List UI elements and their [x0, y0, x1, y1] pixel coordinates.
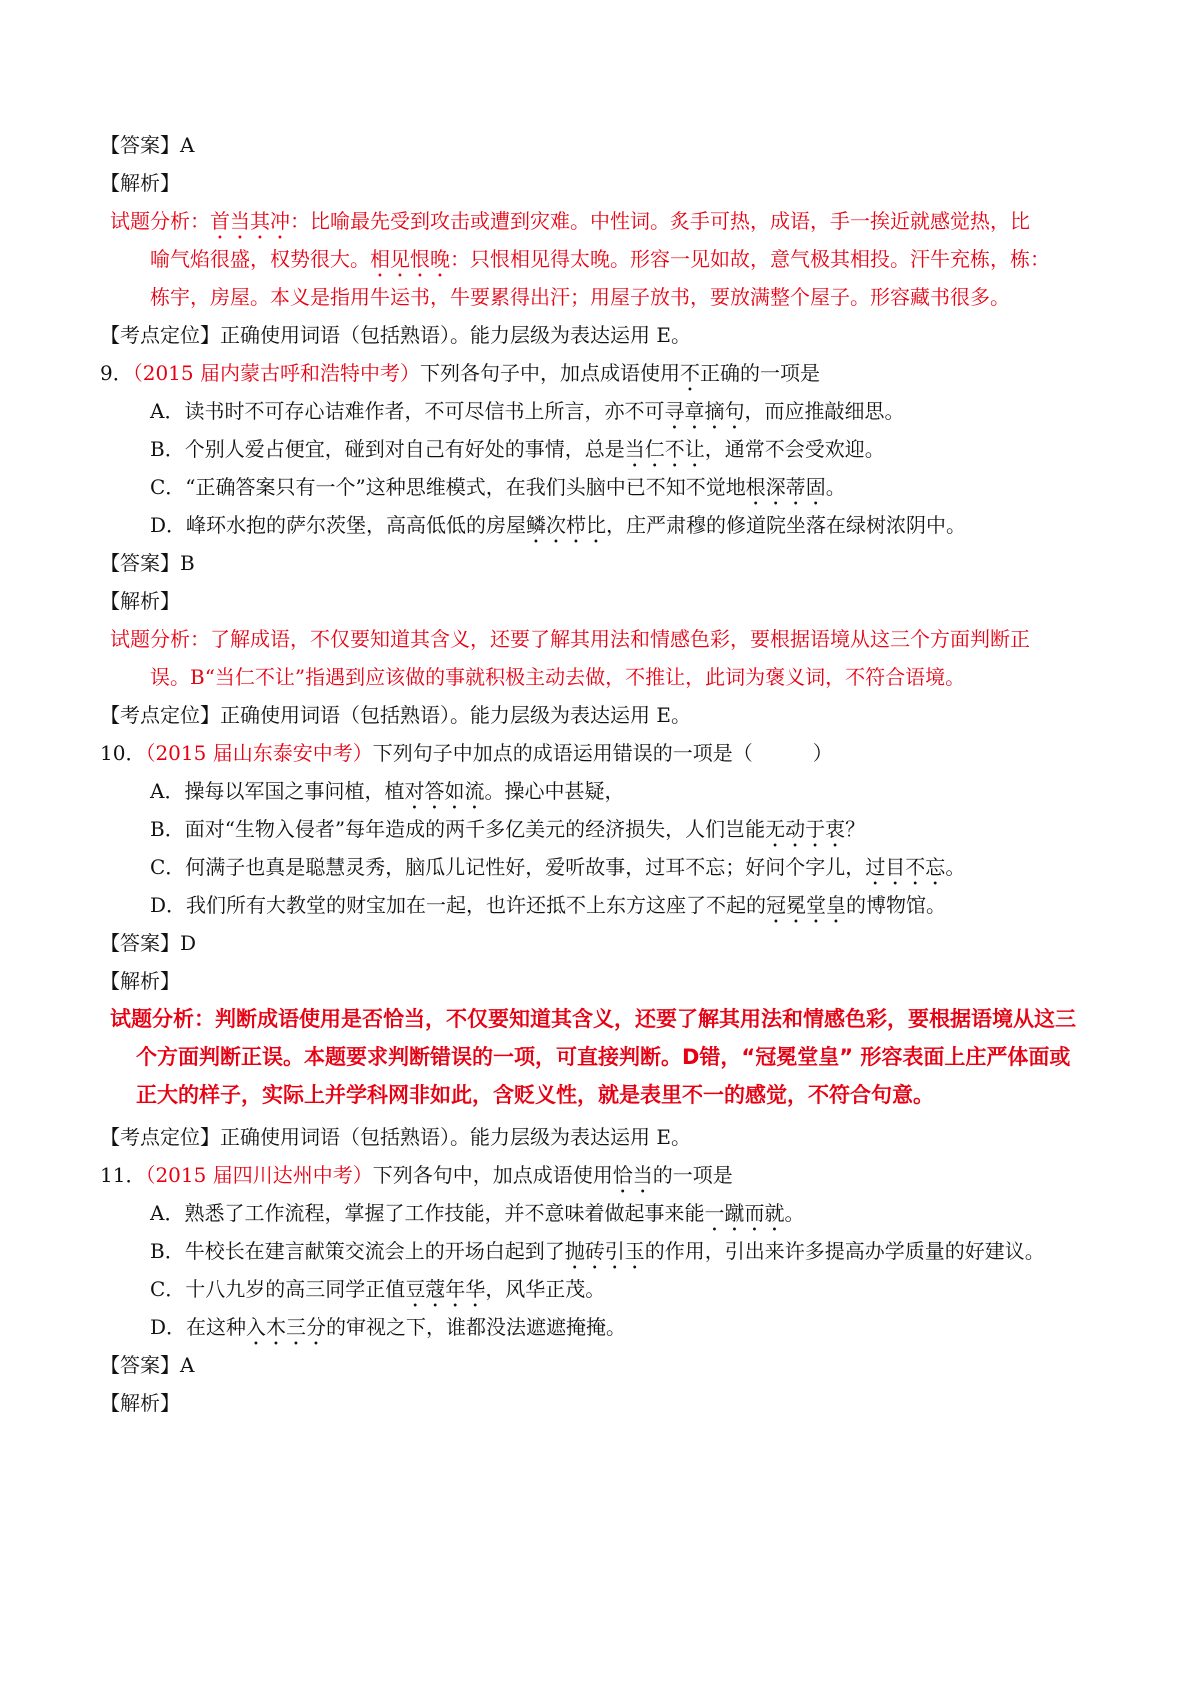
q9-kaodian: 【考点定位】正确使用词语（包括熟语）。能力层级为表达运用 E。: [100, 703, 691, 727]
q8-analysis-prefix: 试题分析：: [110, 209, 210, 233]
q9-analysis-line-1: 试题分析：了解成语，不仅要知道其含义，还要了解其用法和情感色彩，要根据语境从这三个方面判断正: [110, 627, 1030, 651]
option-text: ，庄严肃穆的修道院坐落在绿树浓阴中。: [606, 513, 967, 537]
option-text: D．我们所有大教堂的财宝加在一起，也许还抵不上东方这座了不起的: [150, 893, 767, 917]
option-text: D．在这种: [150, 1315, 247, 1339]
option-text: ？: [845, 817, 866, 841]
q8-kaodian: 【考点定位】正确使用词语（包括熟语）。能力层级为表达运用 E。: [100, 323, 691, 347]
q10-answer: 【答案】D: [100, 931, 197, 955]
q9-stem-text: 下列各句子中，加点成语使用: [420, 361, 680, 385]
option-text: ，风华正茂。: [485, 1277, 606, 1301]
q10-analysis-line-3: 正大的样子，实际上并学科网非如此，含贬义性，就是表里不一的感觉，不符合句意。: [136, 1083, 934, 1107]
option-text: A．操每以军国之事问植，植: [150, 779, 405, 803]
q9-analysis-line-2: 误。B“当仁不让”指遇到应该做的事就积极主动去做，不推让，此词为褒义词，不符合语境。: [150, 665, 966, 689]
option-text: ，而应推敲细思。: [744, 399, 905, 423]
q8-analysis-line-3: 栋宇，房屋。本义是指用牛运书，牛要累得出汗；用屋子放书，要放满整个屋子。形容藏书很多。: [150, 285, 1010, 309]
q8-idiom-1: 首当其冲: [210, 209, 290, 233]
q11-jiexi-heading: 【解析】: [100, 1391, 180, 1415]
q11-stem-emphasis: 恰当: [612, 1163, 653, 1187]
option-text: 的审视之下，谁都没法遮遮掩掩。: [326, 1315, 627, 1339]
option-text: D．峰环水抱的萨尔茨堡，高高低低的房屋: [150, 513, 527, 537]
q11-option-a: [150, 1199, 804, 1236]
option-text: 的博物馆。: [846, 893, 947, 917]
option-text: C．“正确答案只有一个”这种思维模式，在我们头脑中已不知不觉地: [150, 475, 746, 499]
q9-option-b: [150, 435, 885, 472]
option-idiom: 无动于衷: [765, 817, 846, 841]
q10-stem: [100, 739, 833, 767]
option-text: 。: [825, 475, 846, 499]
q9-stem-text: 正确的一项是: [700, 361, 820, 385]
option-text: 的作用，引出来许多提高办学质量的好建议。: [644, 1239, 1045, 1263]
q11-answer: 【答案】A: [100, 1353, 195, 1377]
q11-option-c: [150, 1275, 605, 1312]
q8-jiexi-heading: 【解析】: [100, 171, 180, 195]
option-text: A．读书时不可存心诘难作者，不可尽信书上所言，亦不可: [150, 399, 665, 423]
option-idiom: 过目不忘: [865, 855, 946, 879]
q9-source: （2015 届内蒙古呼和浩特中考）: [132, 361, 420, 385]
option-text: B．个别人爱占便宜，碰到对自己有好处的事情，总是: [150, 437, 625, 461]
option-idiom: 对答如流: [404, 779, 485, 803]
option-idiom: 抛砖引玉: [564, 1239, 645, 1263]
q10-option-d: [150, 891, 946, 928]
option-idiom: 当仁不让: [624, 437, 705, 461]
option-idiom: 冠冕堂皇: [766, 893, 847, 917]
option-idiom: 豆蔻年华: [405, 1277, 486, 1301]
option-idiom: 寻章摘句: [664, 399, 745, 423]
q8-answer: 【答案】A: [100, 133, 195, 157]
q9-number: 9．: [100, 361, 133, 385]
q9-answer: 【答案】B: [100, 551, 195, 575]
q10-jiexi-heading: 【解析】: [100, 969, 180, 993]
q11-stem-text: 下列各句中，加点成语使用: [372, 1163, 613, 1187]
q9-option-c: [150, 473, 846, 510]
q8-analysis-line-1: [110, 207, 1030, 244]
option-text: ，通常不会受欢迎。: [704, 437, 885, 461]
option-text: 。: [784, 1201, 805, 1225]
q10-stem-text: 下列句子中加点的成语运用错误的一项是（ ）: [372, 741, 833, 765]
q11-stem: [100, 1161, 733, 1198]
q11-number: 11．: [100, 1163, 146, 1187]
q11-option-b: [150, 1237, 1045, 1274]
option-text: 。: [945, 855, 966, 879]
option-text: B．牛校长在建言献策交流会上的开场白起到了: [150, 1239, 565, 1263]
q10-option-b: [150, 815, 865, 852]
q11-source: （2015 届四川达州中考）: [145, 1163, 373, 1187]
q10-analysis-line-2: 个方面判断正误。本题要求判断错误的一项，可直接判断。D错，“冠冕堂皇” 形容表面上庄严体面或: [136, 1045, 1071, 1069]
q11-stem-text: 的一项是: [652, 1163, 733, 1187]
q9-stem: [100, 359, 820, 396]
option-idiom: 一蹴而就: [704, 1201, 785, 1225]
q8-analysis-text: ：比喻最先受到攻击或遭到灾难。中性词。炙手可热，成语，手一挨近就感觉热，比: [290, 209, 1030, 233]
option-text: 。操心中甚疑，: [484, 779, 625, 803]
q8-analysis-text: 喻气焰很盛，权势很大。: [150, 247, 370, 271]
q10-option-a: [150, 777, 624, 814]
option-idiom: 鳞次栉比: [526, 513, 607, 537]
q10-source: （2015 届山东泰安中考）: [145, 741, 373, 765]
q10-analysis-line-1: 试题分析：判断成语使用是否恰当，不仅要知道其含义，还要了解其用法和情感色彩，要根据语境从这三: [110, 1007, 1076, 1031]
q10-kaodian: 【考点定位】正确使用词语（包括熟语）。能力层级为表达运用 E。: [100, 1125, 691, 1149]
q8-idiom-2: 相见恨晚: [370, 247, 450, 271]
q10-number: 10．: [100, 741, 146, 765]
q9-option-d: [150, 511, 966, 548]
q11-option-d: [150, 1313, 626, 1350]
option-text: C．十八九岁的高三同学正值: [150, 1277, 406, 1301]
option-text: B．面对“生物入侵者”每年造成的两千多亿美元的经济损失，人们岂能: [150, 817, 766, 841]
q8-analysis-text: ：只恨相见得太晚。形容一见如故，意气极其相投。汗牛充栋，栋：: [450, 247, 1050, 271]
option-idiom: 入木三分: [246, 1315, 327, 1339]
q10-option-c: [150, 853, 965, 890]
option-idiom: 根深蒂固: [745, 475, 826, 499]
q8-analysis-line-2: [150, 245, 1050, 282]
q9-jiexi-heading: 【解析】: [100, 589, 180, 613]
option-text: A．熟悉了工作流程，掌握了工作技能，并不意味着做起事来能: [150, 1201, 705, 1225]
option-text: C．何满子也真是聪慧灵秀，脑瓜儿记性好，爱听故事，过耳不忘；好问个字儿，: [150, 855, 866, 879]
q9-stem-emphasis: 不: [680, 361, 700, 385]
q9-option-a: [150, 397, 904, 434]
